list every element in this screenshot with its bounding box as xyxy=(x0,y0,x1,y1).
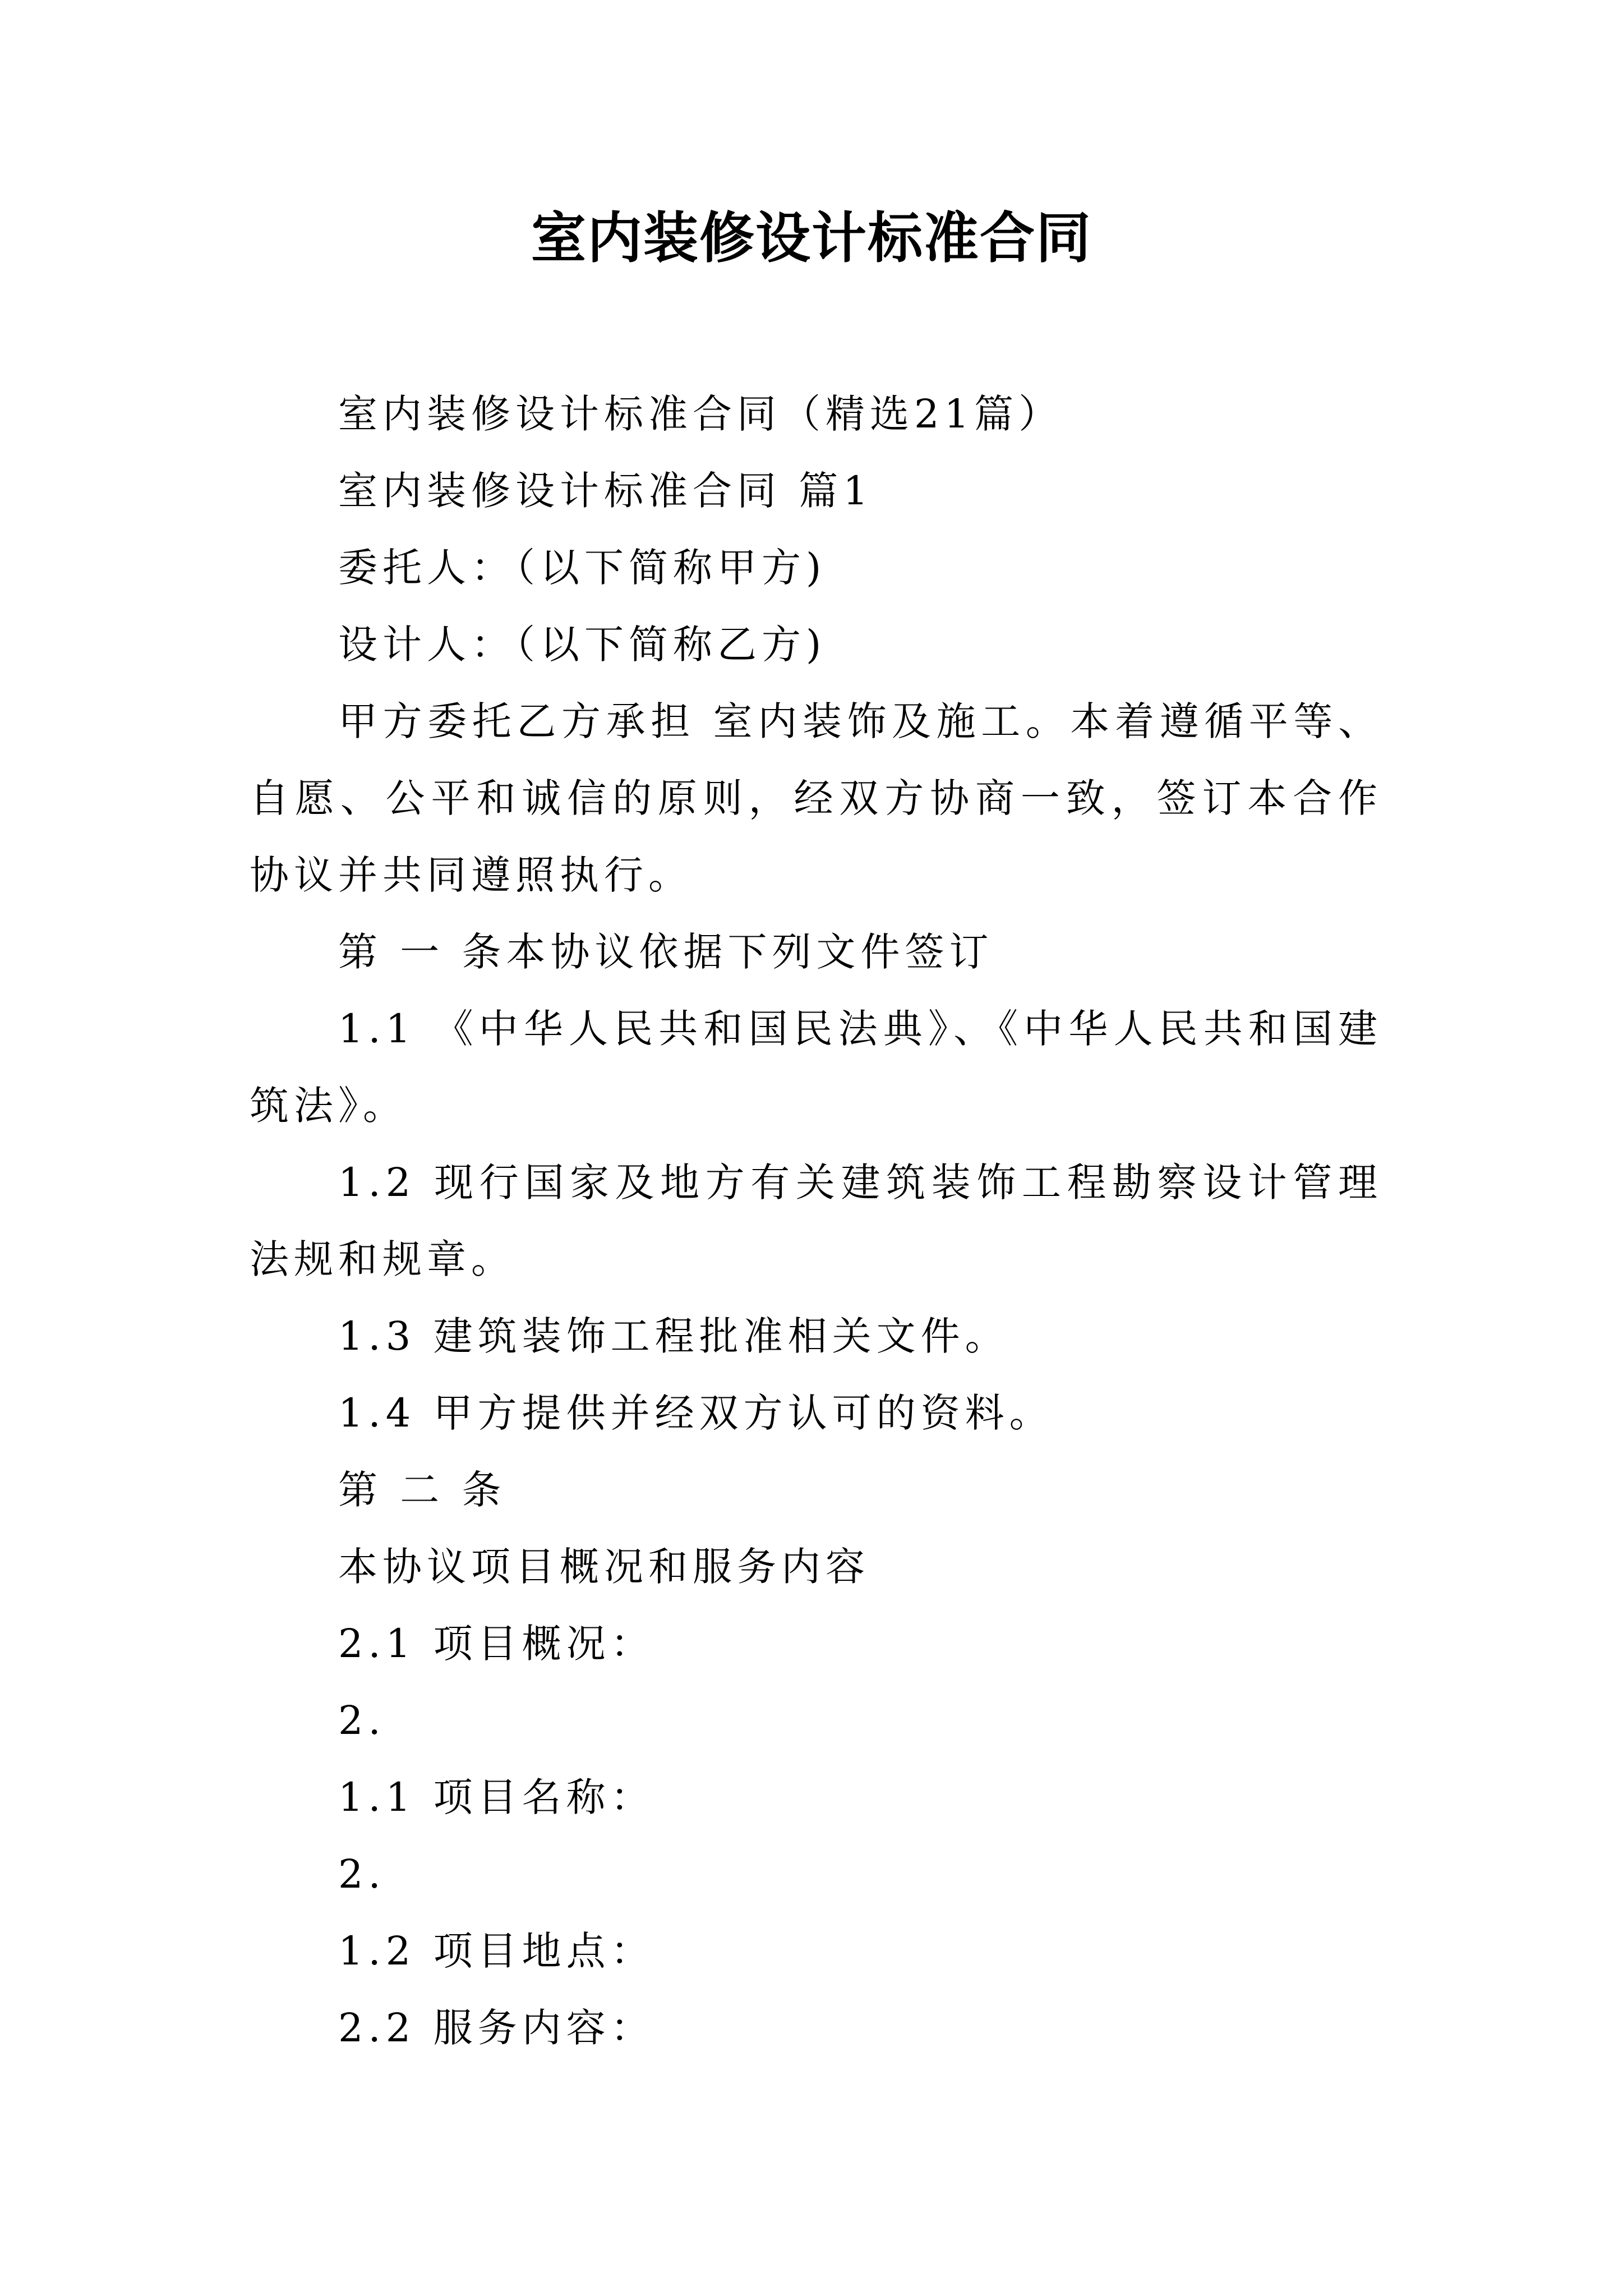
document-body xyxy=(250,376,1382,2067)
paragraph-2-2: 2.2 服务内容： xyxy=(338,2005,655,2051)
paragraph-1-2: 1.2 现行国家及地方有关建筑装饰工程勘察设计管理法规和规章。 xyxy=(250,1159,1382,1282)
paragraph-intro: 甲方委托乙方承担 室内装饰及施工。本着遵循平等、自愿、公平和诚信的原则，经双方协商一致，签订本合作协议并共同遵照执行。 xyxy=(250,698,1382,898)
paragraph-article-1: 第 一 条本协议依据下列文件签订 xyxy=(338,929,994,975)
paragraph-client: 委托人：（以下简称甲方) xyxy=(338,545,827,591)
paragraph-project-name: 1.1 项目名称： xyxy=(338,1774,655,1820)
paragraph-2-1: 2.1 项目概况： xyxy=(338,1621,655,1667)
paragraph-1-1: 1.1 《中华人民共和国民法典》、《中华人民共和国建筑法》。 xyxy=(250,1006,1382,1129)
paragraph-2-fragment-b: 2. xyxy=(338,1851,386,1897)
paragraph-section-heading: 室内装修设计标准合同 篇1 xyxy=(338,468,873,514)
paragraph-subtitle: 室内装修设计标准合同（精选21篇） xyxy=(338,391,1063,437)
paragraph-2-fragment-a: 2. xyxy=(338,1697,386,1743)
paragraph-article-2-title: 本协议项目概况和服务内容 xyxy=(338,1544,870,1590)
paragraph-1-4: 1.4 甲方提供并经双方认可的资料。 xyxy=(338,1390,1054,1436)
paragraph-1-3: 1.3 建筑装饰工程批准相关文件。 xyxy=(338,1313,1009,1359)
paragraph-designer: 设计人：（以下简称乙方) xyxy=(338,622,827,668)
paragraph-article-2: 第 二 条 xyxy=(338,1467,506,1513)
paragraph-project-location: 1.2 项目地点： xyxy=(338,1928,655,1974)
document-title: 室内装修设计标准合同 xyxy=(531,206,1092,270)
